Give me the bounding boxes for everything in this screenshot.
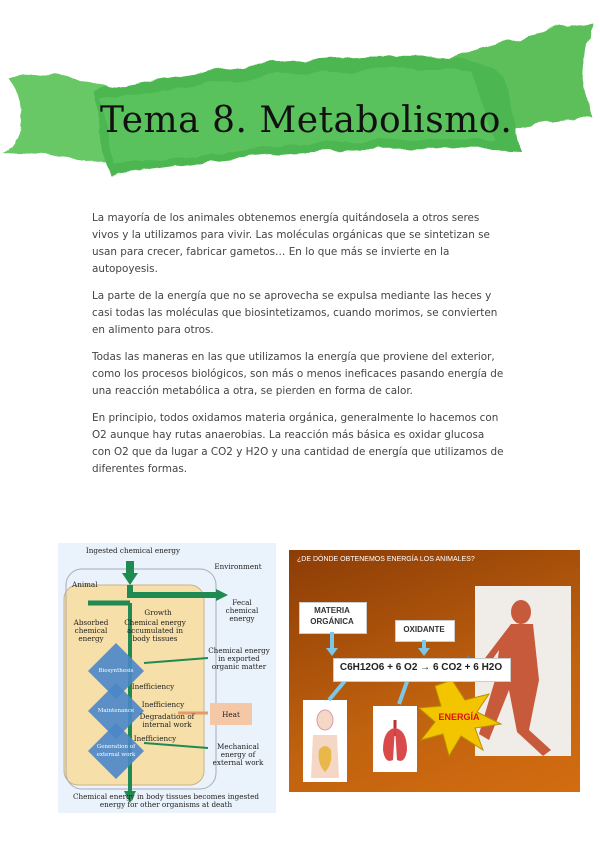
- label-ingested: Ingested chemical energy: [85, 546, 181, 555]
- materia-label: MATERIA: [314, 606, 350, 615]
- energy-flow-diagram: [58, 543, 276, 813]
- label-absorbed: Absorbed chemical energy: [73, 618, 109, 643]
- label-generation: Generation of external work: [96, 744, 136, 758]
- energy-sources-figure: [289, 550, 580, 792]
- figure2-heading: ¿DE DÓNDE OBTENEMOS ENERGÍA LOS ANIMALES?: [297, 556, 475, 563]
- label-inefficiency: Inefficiency: [133, 734, 177, 743]
- title-banner: [0, 0, 600, 190]
- energia-label: ENERGÍA: [438, 712, 480, 722]
- paragraph: Todas las maneras en las que utilizamos la energía que proviene del exterior, como los procesos biológicos, son más o menos ineficaces pasando energía de una reacción metabólica a otra, se pierden en forma de calor.: [92, 351, 504, 397]
- label-heat: Heat: [222, 710, 240, 719]
- oxidante-label: OXIDANTE: [403, 625, 445, 634]
- label-fecal: Fecal chemical energy: [225, 598, 259, 623]
- paragraph: En principio, todos oxidamos materia orgánica, generalmente lo hacemos con O2 aunque hay rutas anaerobias. La reacción más básica es oxidar glucosa con O2 que da lugar a CO2 y H2O y una cantidad de energía que utilizamos de diferentes formas.: [92, 412, 504, 475]
- label-biosynthesis: Biosynthesis: [98, 668, 134, 674]
- label-degradation: Degradation of internal work: [139, 712, 195, 729]
- label-mechanical: Mechanical energy of external work: [212, 742, 264, 767]
- paragraph: La parte de la energía que no se aprovecha se expulsa mediante las heces y casi todas las moléculas que biosintetizamos, cuando morimos, se convierten en alimento para otros.: [92, 290, 498, 336]
- label-accumulated: Chemical energy accumulated in body tissues: [124, 618, 186, 643]
- label-environment: Environment: [214, 562, 262, 571]
- label-animal: Animal: [72, 580, 98, 589]
- materia-label: ORGÁNICA: [310, 617, 354, 626]
- label-inefficiency: Inefficiency: [141, 700, 185, 709]
- label-inefficiency: Inefficiency: [131, 682, 175, 691]
- label-exported: Chemical energy in exported organic matter: [208, 646, 270, 671]
- label-bottom: Chemical energy in body tissues becomes ingested energy for other organisms at death: [73, 792, 259, 809]
- label-growth: Growth: [144, 608, 172, 617]
- paragraph: La mayoría de los animales obtenemos energía quitándosela a otros seres vivos y la utilizamos para vivir. Las moléculas orgánicas que se sintetizan se usan para crecer, fabricar gametos… En lo que más se invierte en la autopoyesis.: [92, 212, 490, 275]
- page-title: Tema 8. Metabolismo.: [100, 100, 513, 141]
- label-maintenance: Maintenance: [97, 708, 135, 714]
- equation: C6H12O6 + 6 O2 → 6 CO2 + 6 H2O: [339, 662, 503, 673]
- body-text: [92, 210, 504, 488]
